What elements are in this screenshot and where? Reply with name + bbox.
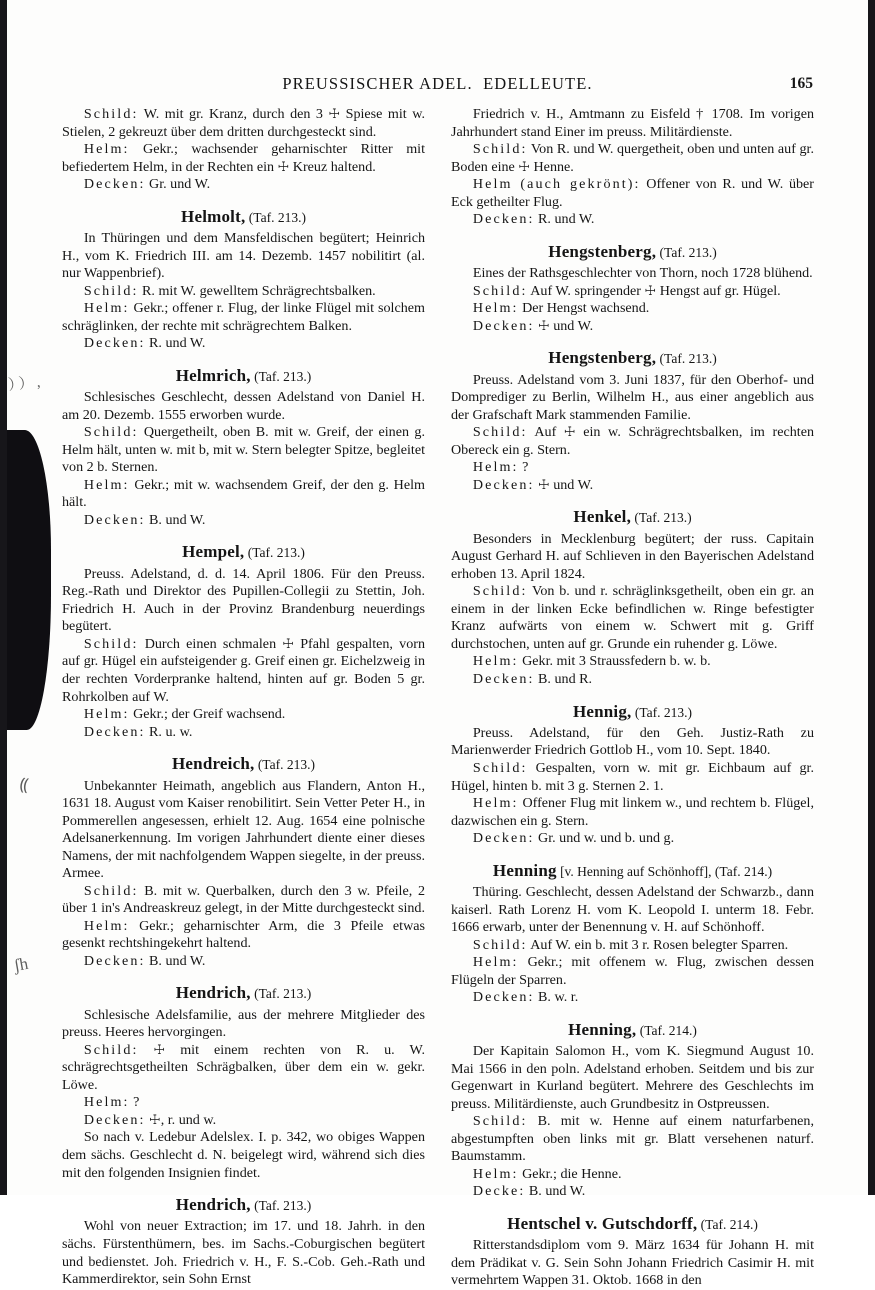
entry-family-name: Hempel, (182, 542, 245, 562)
blazon-label: Decken: (472, 830, 535, 847)
blazon-line (451, 477, 814, 495)
armorial-entry (451, 242, 814, 336)
blazon-line (62, 424, 425, 477)
blazon-label: Helm: (83, 476, 130, 493)
blazon-label: Schild: (472, 424, 528, 441)
blazon-text: W. mit gr. Kranz, durch den 3 ☩ Spiese mit w. Stielen, 2 gekreuzt über dem dritten durchgesteckt sind. (62, 106, 425, 140)
blazon-label: Helm: (83, 300, 130, 317)
heraldic-cross-glyph: ☩ (644, 283, 657, 299)
heraldic-cross-glyph: ☩ (328, 107, 341, 122)
blazon-label: Decken: (472, 317, 535, 334)
entry-intro: Wohl von neuer Extraction; im 17. und 18. Jahrh. in den sächs. Fürstenthümern, bes. im Sachs.-Coburgischen begütert und bedienstet. Joh. Friedrich v. H., F. S.-Cob. Geh.-Rath und Kammerdirektor, sein Sohn Ernst (62, 1218, 425, 1288)
entry-intro: Friedrich v. H., Amtmann zu Eisfeld † 1708. Im vorigen Jahrhundert stand Einer im preuss. Militärdienste. (451, 106, 814, 140)
entry-heading (62, 542, 425, 562)
blazon-label: Schild: (83, 106, 139, 122)
blazon-label: Decken: (472, 476, 535, 493)
blazon-line (62, 477, 425, 512)
margin-annotation-mark: ʃh (12, 953, 30, 976)
blazon-label: Helm: (83, 917, 130, 934)
entry-plate-reference: (Taf. 213.) (254, 757, 315, 773)
entry-family-name: Helmrich, (175, 365, 251, 385)
heraldic-cross-glyph: ☩ (277, 159, 290, 175)
entry-heading (451, 702, 814, 722)
blazon-text: Gespalten, vorn w. mit gr. Eichbaum auf gr. Hügel, hinten b. mit 3 g. Sternen 2. 1. (451, 759, 814, 794)
blazon-text: B. und R. (534, 670, 593, 687)
entry-intro: Thüring. Geschlecht, dessen Adelstand der Schwarzb., dann kaiserl. Rath Lorenz H. vom K. Leopold I. unterm 18. Febr. 1666 erwarb, unter der Benennung v. H. auf Schönhoff. (451, 884, 814, 936)
entry-intro: Schlesisches Geschlecht, dessen Adelstand von Daniel H. am 20. Dezemb. 1555 erworben wurde. (62, 389, 425, 423)
blazon-text: Quergetheilt, oben B. mit w. Greif, der einen g. Helm hält, unten w. mit b, mit w. Stern belegter Spitze, begleitet von 2 b. Sternen. (62, 424, 425, 476)
blazon-line (62, 106, 425, 141)
blazon-line (451, 954, 814, 989)
entry-plate-reference: (Taf. 213.) (245, 209, 306, 225)
blazon-line (62, 953, 425, 971)
blazon-line (62, 1042, 425, 1095)
armorial-entry (62, 542, 425, 741)
blazon-label: Schild: (472, 583, 528, 600)
blazon-line (62, 1112, 425, 1130)
blazon-text: ☩ und W. (538, 317, 594, 334)
blazon-label: Decken: (83, 723, 146, 740)
blazon-label: Schild: (472, 141, 528, 158)
blazon-label: Decken: (472, 211, 535, 228)
blazon-label: Helm: (83, 141, 130, 158)
blazon-line (451, 795, 814, 830)
blazon-text: Gekr. mit 3 Straussfedern b. w. b. (518, 653, 711, 670)
entry-plate-reference: (Taf. 213.) (250, 986, 312, 1002)
blazon-label: Schild: (83, 882, 139, 899)
blazon-text: ☩ mit einem rechten von R. u. W. schrägrechtsgetheilten Schrägbalken, über dem ein w. gekr. Löwe. (62, 1041, 425, 1093)
blazon-line (451, 424, 814, 459)
blazon-line (451, 459, 814, 477)
blazon-text: B. und W. (145, 511, 206, 528)
blazon-line (451, 583, 814, 653)
entry-plate-reference: (Taf. 213.) (656, 244, 717, 260)
blazon-label: Schild: (83, 635, 139, 652)
armorial-entry (451, 1214, 814, 1290)
entry-family-name: Hengstenberg, (548, 348, 657, 368)
blazon-line (62, 300, 425, 335)
scan-edge-artifact-left (0, 0, 7, 1195)
blazon-text: Gekr.; die Henne. (518, 1165, 622, 1182)
blazon-line (62, 706, 425, 724)
blazon-label: Helm: (83, 1094, 130, 1111)
armorial-entry (451, 507, 814, 688)
blazon-text: R. mit W. gewelltem Schrägrechtsbalken. (138, 282, 376, 299)
entry-heading (62, 207, 425, 227)
margin-annotation-mark: ⸨ (18, 774, 30, 795)
armorial-entry (62, 366, 425, 530)
blazon-text: Von b. und r. schräglinksgetheilt, oben ein gr. an einem in der linken Ecke befindlichen w. Ringe befestigter Kranz aufwärts von einem w. Schwert mit g. Griff durchstochen, unten auf gr. Grunde ein ruhender g. Löwe. (451, 583, 814, 652)
blazon-text: Durch einen schmalen ☩ Pfahl gespalten, vorn auf gr. Hügel ein aufsteigender g. Greif einen gr. Eichelzweig in der rechten Vorderpranke haltend, hinten auf gr. Boden 5 gr. Rohrkolben auf W. (62, 635, 425, 705)
armorial-entry (62, 207, 425, 353)
blazon-line (62, 918, 425, 953)
entry-intro: Eines der Rathsgeschlechter von Thorn, noch 1728 blühend. (472, 265, 813, 282)
blazon-text: Der Hengst wachsend. (518, 300, 650, 317)
entry-family-name: Henning (492, 860, 557, 880)
entry-plate-reference: (Taf. 213.) (656, 351, 717, 367)
blazon-line (62, 883, 425, 918)
entry-heading (451, 242, 814, 262)
blazon-text: B. mit w. Henne auf einem naturfarbenen, abgestumpften oben links mit gr. Blatt versehenen naturf. Baumstamm. (451, 1113, 814, 1165)
blazon-text: Gekr.; der Greif wachsend. (129, 706, 286, 723)
blazon-line (62, 724, 425, 742)
blazon-text: B. mit w. Querbalken, durch den 3 w. Pfeile, 2 über 1 in's Andreaskreuz gelegt, in der Mitte durchgesteckt sind. (62, 882, 426, 917)
blazon-line (62, 283, 425, 301)
blazon-label: Schild: (472, 1113, 528, 1130)
entry-epithet: [v. Henning auf Schönhoff], (556, 863, 712, 879)
blazon-label: Helm: (472, 795, 519, 812)
entry-plate-reference: (Taf. 213.) (631, 510, 692, 526)
entry-heading (62, 983, 425, 1003)
blazon-label: Decken: (83, 952, 146, 969)
entry-family-name: Helmolt, (181, 206, 246, 226)
blazon-line (451, 211, 814, 229)
entry-family-name: Hendrich, (175, 1195, 251, 1215)
entry-intro: Ritterstandsdiplom vom 9. März 1634 für Johann H. mit dem Prädikat v. G. Sein Sohn Johann Friedrich Casimir H. mit vermehrtem Wappen 31. Oktob. 1668 in den (451, 1237, 814, 1289)
blazon-label: Schild: (472, 282, 528, 299)
armorial-entry (451, 861, 814, 1007)
blazon-line (62, 141, 425, 176)
heraldic-cross-glyph: ☩ (538, 477, 550, 493)
blazon-label: Schild: (472, 759, 528, 776)
blazon-line (451, 830, 814, 848)
blazon-label: Helm: (472, 1165, 519, 1182)
armorial-entry (451, 348, 814, 494)
heraldic-cross-glyph: ☩ (563, 425, 576, 441)
entry-heading (62, 754, 425, 774)
body-columns (62, 106, 814, 1290)
armorial-entry (62, 754, 425, 970)
blazon-line (451, 989, 814, 1007)
blazon-text: Gekr.; geharnischter Arm, die 3 Pfeile etwas gesenkt rechtshingekehrt haltend. (62, 917, 425, 952)
blazon-text: Offener von R. und W. über Eck getheilter Flug. (451, 176, 814, 210)
heraldic-cross-glyph: ☩ (282, 636, 294, 652)
blazon-label: Helm: (472, 300, 519, 317)
blazon-line (62, 636, 425, 706)
blazon-line (451, 937, 814, 955)
blazon-text: Gekr.; mit w. wachsendem Greif, der den g. Helm hält. (62, 476, 425, 511)
blazon-text: Von R. und W. quergetheit, oben und unten auf gr. Boden eine ☩ Henne. (451, 141, 814, 175)
blazon-text: B. und W. (145, 952, 206, 969)
entry-continued (451, 106, 814, 229)
blazon-label: Decken: (83, 335, 146, 352)
armorial-entry (62, 983, 425, 1182)
heraldic-cross-glyph: ☩ (149, 1112, 161, 1128)
blazon-text: ☩ und W. (538, 476, 594, 493)
blazon-text: Auf ☩ ein w. Schrägrechtsbalken, im rechten Obereck ein g. Stern. (451, 424, 814, 458)
entry-family-name: Hendrich, (175, 983, 251, 1003)
blazon-line (451, 300, 814, 318)
entry-intro: In Thüringen und dem Mansfeldischen begütert; Heinrich H., vom K. Friedrich III. am 14. Dezemb. 1457 nobilitirt (al. nur Wappenbrief). (62, 230, 425, 282)
entry-family-name: Henning, (568, 1019, 637, 1039)
blazon-label: Helm: (472, 954, 519, 971)
entry-intro: Preuss. Adelstand, für den Geh. Justiz-Rath zu Marienwerder Friedrich Gottlob H., vom 10. Sept. 1840. (451, 724, 814, 759)
entry-note: So nach v. Ledebur Adelslex. I. p. 342, wo obiges Wappen dem sächs. Geschlecht d. N. beigelegt wird, während sich dies mit den folgenden Insignien findet. (62, 1129, 425, 1181)
blazon-label: Helm: (472, 459, 519, 476)
running-head-title: PREUSSISCHER ADEL. EDELLEUTE. (282, 74, 593, 93)
blazon-line (451, 653, 814, 671)
heraldic-cross-glyph: ☩ (153, 1042, 166, 1058)
entry-family-name: Hengstenberg, (548, 241, 657, 261)
blazon-text: ☩, r. und w. (149, 1111, 217, 1128)
column-left (62, 106, 425, 1290)
blazon-text: Gr. und w. und b. und g. (534, 830, 675, 847)
blazon-text: B. w. r. (534, 989, 579, 1006)
margin-annotation-mark: ））, (7, 374, 45, 394)
blazon-label: Helm (auch gekrönt): (472, 176, 641, 193)
page-number: 165 (789, 75, 813, 92)
blazon-text: Gekr.; wachsender geharnischter Ritter mit befiedertem Helm, in der Rechten ein ☩ Kreuz haltend. (62, 141, 425, 175)
entry-intro: Schlesische Adelsfamilie, aus der mehrere Mitglieder des preuss. Heeres hervorgingen. (62, 1006, 425, 1041)
blazon-text: Auf W. ein b. mit 3 r. Rosen belegter Sparren. (527, 936, 789, 953)
blazon-text: Offener Flug mit linkem w., und rechtem b. Flügel, dazwischen ein g. Stern. (451, 795, 814, 829)
blazon-line (62, 335, 425, 353)
entry-family-name: Hentschel v. Gutschdorff, (507, 1213, 698, 1233)
blazon-label: Helm: (83, 706, 130, 723)
entry-family-name: Hennig, (572, 701, 632, 721)
blazon-text: ? (129, 1094, 140, 1111)
entry-intro: Der Kapitain Salomon H., vom K. Siegmund August 10. Mai 1566 in den poln. Adelstand erhoben. Seitdem und bis zur Gegenwart in Kurland begütert. Mehrere des Geschlechts im preuss. Militärdienste, auch Grundbesitz in Ostpreussen. (451, 1043, 814, 1112)
blazon-line (451, 176, 814, 211)
blazon-label: Schild: (472, 936, 528, 953)
blazon-label: Decken: (472, 989, 535, 1006)
entry-continued (62, 106, 425, 194)
armorial-entry (62, 1195, 425, 1289)
blazon-label: Schild: (83, 424, 139, 441)
blazon-text: B. und W. (525, 1183, 586, 1200)
entry-plate-reference: (Taf. 213.) (631, 704, 693, 720)
blazon-text: Gekr.; offener r. Flug, der linke Flügel mit solchem schräglinken, der rechte mit schrägrechtem Balken. (62, 300, 425, 334)
entry-heading (451, 1214, 814, 1234)
entry-intro: Besonders in Mecklenburg begütert; der russ. Capitain August Gerhard H. auf Schlieven in den Bayerischen Adelstand erhoben 13. April 1824. (451, 530, 814, 582)
blazon-label: Decken: (83, 511, 146, 528)
book-binding-shadow-artifact (7, 430, 51, 730)
blazon-label: Decke: (472, 1183, 526, 1200)
column-right (451, 106, 814, 1290)
blazon-line (62, 176, 425, 194)
entry-intro: Preuss. Adelstand, d. d. 14. April 1806. Für den Preuss. Reg.-Rath und Direktor des Pupillen-Collegii zu Stettin, Joh. Friedrich H. Auch in der Provinz Brandenburg neuerdings begütert. (62, 565, 425, 635)
blazon-text: Gekr.; mit offenem w. Flug, zwischen dessen Flügeln der Sparren. (451, 954, 814, 988)
blazon-text: Gr. und W. (145, 176, 211, 193)
blazon-label: Helm: (472, 653, 519, 670)
entry-intro: Preuss. Adelstand vom 3. Juni 1837, für den Oberhof- und Domprediger zu Berlin, Wilhelm H., aus einer angeblich aus der Grafschaft Mark stammenden Familie. (451, 371, 814, 423)
heraldic-cross-glyph: ☩ (518, 159, 530, 175)
blazon-line (451, 141, 814, 176)
entry-heading (451, 1020, 814, 1040)
blazon-text: R. und W. (534, 211, 595, 228)
blazon-label: Schild: (83, 1041, 139, 1058)
blazon-label: Decken: (83, 176, 146, 193)
blazon-text: R. und W. (145, 335, 206, 352)
heraldic-cross-glyph: ☩ (538, 318, 550, 334)
armorial-entry (451, 702, 814, 848)
running-head (0, 74, 875, 96)
scan-edge-artifact-right (868, 0, 875, 1195)
blazon-line (62, 512, 425, 530)
entry-heading (451, 348, 814, 368)
entry-heading (451, 861, 814, 881)
entry-heading (62, 366, 425, 386)
blazon-text: R. u. w. (145, 723, 193, 740)
entry-plate-reference: (Taf. 214.) (697, 1216, 758, 1232)
entry-family-name: Hendreich, (172, 754, 255, 774)
blazon-line (451, 283, 814, 301)
entry-plate-reference: (Taf. 213.) (244, 545, 305, 561)
blazon-line (451, 1166, 814, 1184)
armorial-entry (451, 1020, 814, 1201)
entry-intro: Unbekannter Heimath, angeblich aus Flandern, Anton H., 1631 18. August vom Kaiser renobilitirt. Sein Vetter Peter H., in Pommerellen angesessen, erhielt 12. Aug. 1654 eine polnische Adelsanerkennung. Im vorigen Jahrhundert diente einer dieses Namens, der mit nachfolgendem Wappen siegelte, in der preuss. Armee. (62, 777, 425, 882)
blazon-label: Schild: (83, 282, 139, 299)
blazon-text: ? (518, 459, 529, 476)
entry-plate-reference: (Taf. 213.) (250, 368, 312, 384)
blazon-text: Auf W. springender ☩ Hengst auf gr. Hügel. (527, 282, 781, 299)
blazon-label: Decken: (83, 1111, 146, 1128)
entry-family-name: Henkel, (573, 507, 632, 527)
blazon-line (451, 1113, 814, 1166)
blazon-label: Decken: (472, 670, 535, 687)
blazon-line (451, 671, 814, 689)
entry-plate-reference: (Taf. 214.) (636, 1022, 697, 1038)
entry-heading (62, 1195, 425, 1215)
blazon-line (451, 1183, 814, 1201)
blazon-line (62, 1094, 425, 1112)
entry-plate-reference: (Taf. 213.) (250, 1198, 312, 1214)
entry-plate-reference: (Taf. 214.) (711, 863, 773, 879)
blazon-line (451, 318, 814, 336)
entry-heading (451, 507, 814, 527)
blazon-line (451, 760, 814, 795)
